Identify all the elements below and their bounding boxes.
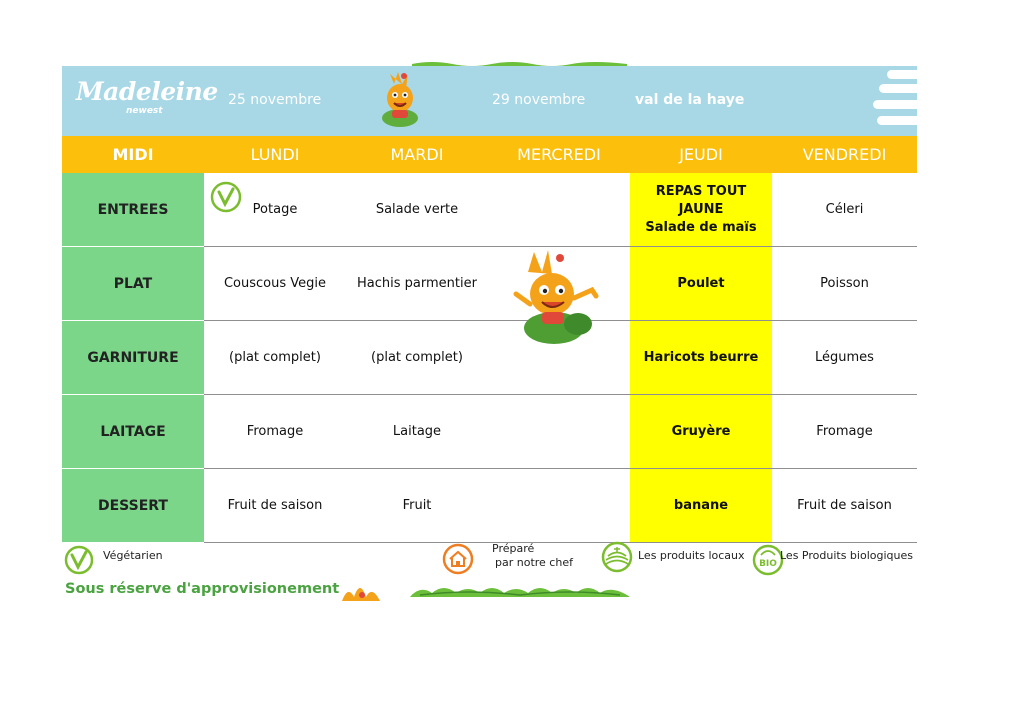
meal-label: MIDI bbox=[112, 145, 154, 164]
local-produce-icon bbox=[601, 541, 633, 573]
course-label: LAITAGE bbox=[62, 395, 204, 469]
menu-cell-highlight: Poulet bbox=[630, 247, 772, 321]
menu-cell: Fromage bbox=[772, 395, 917, 469]
day-friday: VENDREDI bbox=[802, 145, 887, 164]
decorative-stripes bbox=[871, 66, 917, 136]
menu-cell bbox=[488, 469, 630, 543]
flower-decoration bbox=[338, 577, 384, 601]
menu-cell bbox=[204, 173, 346, 247]
organic-badge-text: BIO bbox=[759, 559, 777, 569]
legend-chef-line2: par notre chef bbox=[495, 556, 573, 569]
menu-sheet bbox=[62, 66, 917, 543]
course-label: GARNITURE bbox=[62, 321, 204, 395]
mascot-icon bbox=[374, 68, 426, 130]
table-row bbox=[62, 395, 917, 469]
menu-cell: Fruit de saison bbox=[204, 469, 346, 543]
table-row bbox=[62, 469, 917, 543]
legend-vegetarian: Végétarien bbox=[103, 549, 163, 562]
week-end-date: 29 novembre bbox=[492, 92, 586, 108]
week-start-date: 25 novembre bbox=[228, 92, 322, 108]
menu-cell: Céleri bbox=[772, 173, 917, 247]
course-label: ENTREES bbox=[62, 173, 204, 247]
menu-cell: (plat complet) bbox=[204, 321, 346, 395]
legend-organic: Les Produits biologiques bbox=[780, 549, 913, 562]
leaf-decoration-bottom bbox=[410, 583, 630, 599]
menu-cell bbox=[488, 395, 630, 469]
chef-house-icon bbox=[442, 543, 474, 575]
course-label: DESSERT bbox=[62, 469, 204, 543]
day-tuesday: MARDI bbox=[390, 145, 444, 164]
menu-cell: Hachis parmentier bbox=[346, 247, 488, 321]
day-monday: LUNDI bbox=[250, 145, 300, 164]
menu-cell: Couscous Vegie bbox=[204, 247, 346, 321]
menu-header bbox=[62, 66, 917, 136]
vegetarian-icon bbox=[64, 545, 94, 575]
menu-cell-highlight: banane bbox=[630, 469, 772, 543]
menu-cell: Légumes bbox=[772, 321, 917, 395]
menu-cell: Salade verte bbox=[346, 173, 488, 247]
supply-notice: Sous réserve d'approvisionement bbox=[65, 581, 340, 597]
site-name: val de la haye bbox=[635, 92, 745, 108]
menu-cell-highlight: REPAS TOUT JAUNE Salade de maïs bbox=[630, 173, 772, 247]
course-label: PLAT bbox=[62, 247, 204, 321]
menu-cell: Fruit de saison bbox=[772, 469, 917, 543]
day-wednesday: MERCREDI bbox=[517, 145, 601, 164]
weekday-header-row bbox=[62, 136, 917, 173]
menu-cell: Fruit bbox=[346, 469, 488, 543]
menu-cell: Poisson bbox=[772, 247, 917, 321]
menu-item: Potage bbox=[252, 202, 298, 217]
table-row bbox=[62, 321, 917, 395]
legend-chef-line1: Préparé bbox=[492, 542, 535, 555]
menu-table bbox=[62, 173, 917, 543]
vegetarian-icon bbox=[210, 181, 242, 213]
brand-logo-sub: newest bbox=[126, 106, 163, 116]
legend-local: Les produits locaux bbox=[638, 549, 745, 562]
table-row bbox=[62, 173, 917, 247]
brand-logo: Madeleine bbox=[76, 77, 218, 106]
menu-cell-highlight: Haricots beurre bbox=[630, 321, 772, 395]
menu-cell bbox=[488, 173, 630, 247]
day-thursday: JEUDI bbox=[679, 145, 723, 164]
menu-cell: Laitage bbox=[346, 395, 488, 469]
table-row bbox=[62, 247, 917, 321]
legend bbox=[62, 541, 917, 581]
menu-cell-highlight: Gruyère bbox=[630, 395, 772, 469]
menu-cell: (plat complet) bbox=[346, 321, 488, 395]
menu-cell: Fromage bbox=[204, 395, 346, 469]
mascot-illustration bbox=[508, 250, 604, 354]
